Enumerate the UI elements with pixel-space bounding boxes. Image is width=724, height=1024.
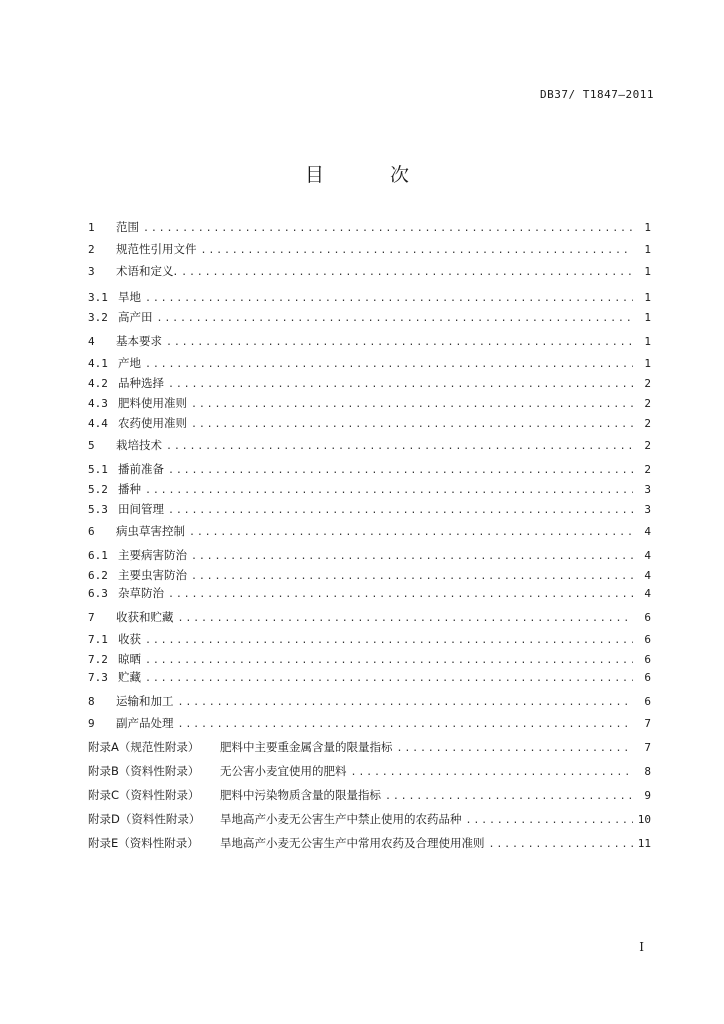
toc-entry-page: 9 bbox=[644, 789, 651, 802]
toc-entry-number: 6.3 bbox=[88, 587, 108, 600]
toc-dot-leader bbox=[168, 502, 633, 520]
toc-entry-title: 术语和定义. bbox=[116, 264, 178, 278]
toc-entry-number: 2 bbox=[88, 243, 95, 256]
toc-entry-title: 贮藏 bbox=[118, 670, 141, 684]
toc-dot-leader bbox=[178, 694, 634, 712]
toc-entry-page: 6 bbox=[644, 633, 651, 646]
toc-entry-page: 3 bbox=[644, 483, 651, 496]
toc-entry-number: 附录E（资料性附录） bbox=[88, 836, 199, 850]
toc-entry-number: 附录D（资料性附录） bbox=[88, 812, 201, 826]
toc-dot-leader bbox=[191, 548, 633, 566]
toc-entry-page: 4 bbox=[644, 549, 651, 562]
toc-entry-title: 肥料使用准则 bbox=[118, 396, 187, 410]
toc-entry-title: 田间管理 bbox=[118, 502, 164, 516]
toc-entry-number: 6.1 bbox=[88, 549, 108, 562]
toc-entry-page: 4 bbox=[644, 569, 651, 582]
toc-entry-title: 农药使用准则 bbox=[118, 416, 187, 430]
toc-entry[interactable] bbox=[88, 522, 651, 540]
toc-entry-page: 4 bbox=[644, 525, 651, 538]
toc-entry-number: 4.1 bbox=[88, 357, 108, 370]
toc-entry-title: 旱地高产小麦无公害生产中常用农药及合理使用准则 bbox=[220, 836, 485, 850]
toc-entry-number: 8 bbox=[88, 695, 95, 708]
toc-entry-title: 杂草防治 bbox=[118, 586, 164, 600]
document-code: DB37/ T1847—2011 bbox=[540, 88, 654, 101]
toc-entry-number: 3 bbox=[88, 265, 95, 278]
toc-dot-leader bbox=[201, 242, 634, 260]
toc-entry-number: 5 bbox=[88, 439, 95, 452]
toc-entry-title: 规范性引用文件 bbox=[116, 242, 197, 256]
toc-entry[interactable] bbox=[88, 546, 651, 564]
toc-entry-page: 2 bbox=[644, 417, 651, 430]
toc-entry[interactable] bbox=[88, 354, 651, 372]
toc-entry-title: 主要虫害防治 bbox=[118, 568, 187, 582]
toc-entry-title: 收获 bbox=[118, 632, 141, 646]
toc-entry-number: 6.2 bbox=[88, 569, 108, 582]
toc-entry[interactable] bbox=[88, 608, 651, 626]
toc-entry-page: 1 bbox=[644, 265, 651, 278]
toc-entry-number: 9 bbox=[88, 717, 95, 730]
toc-entry-title: 无公害小麦宜使用的肥料 bbox=[220, 764, 347, 778]
toc-dot-leader bbox=[168, 376, 633, 394]
toc-entry-number: 7.3 bbox=[88, 671, 108, 684]
toc-entry-number: 附录A（规范性附录） bbox=[88, 740, 200, 754]
toc-entry-page: 2 bbox=[644, 377, 651, 390]
toc-entry[interactable] bbox=[88, 414, 651, 432]
toc-entry-title: 播种 bbox=[118, 482, 141, 496]
toc-entry-page: 8 bbox=[644, 765, 651, 778]
toc-entry[interactable] bbox=[88, 584, 651, 602]
toc-entry-page: 1 bbox=[644, 221, 651, 234]
toc-entry-page: 2 bbox=[644, 463, 651, 476]
toc-entry[interactable] bbox=[88, 668, 651, 686]
toc-entry-page: 1 bbox=[644, 243, 651, 256]
toc-dot-leader bbox=[166, 334, 633, 352]
toc-entry[interactable] bbox=[88, 738, 651, 756]
toc-entry[interactable] bbox=[88, 480, 651, 498]
toc-dot-leader bbox=[397, 740, 634, 758]
toc-entry-number: 5.3 bbox=[88, 503, 108, 516]
toc-entry-title: 产地 bbox=[118, 356, 141, 370]
toc-entry-title: 高产田 bbox=[118, 310, 153, 324]
toc-entry-number: 6 bbox=[88, 525, 95, 538]
toc-entry-number: 3.1 bbox=[88, 291, 108, 304]
toc-entry-title: 范围 bbox=[116, 220, 139, 234]
toc-entry-page: 6 bbox=[644, 671, 651, 684]
toc-entry-page: 6 bbox=[644, 695, 651, 708]
toc-entry-page: 4 bbox=[644, 587, 651, 600]
page-title: 目 次 bbox=[304, 164, 440, 186]
toc-entry[interactable] bbox=[88, 834, 651, 852]
toc-entry-title: 晾晒 bbox=[118, 652, 141, 666]
footer-page-number: I bbox=[639, 940, 644, 954]
toc-entry-page: 2 bbox=[644, 439, 651, 452]
toc-entry[interactable] bbox=[88, 650, 651, 668]
toc-entry-number: 附录C（资料性附录） bbox=[88, 788, 200, 802]
toc-dot-leader bbox=[145, 290, 633, 308]
toc-entry[interactable] bbox=[88, 218, 651, 236]
toc-dot-leader bbox=[385, 788, 633, 806]
toc-entry[interactable] bbox=[88, 240, 651, 258]
toc-entry-title: 副产品处理 bbox=[116, 716, 174, 730]
toc-entry-page: 1 bbox=[644, 291, 651, 304]
toc-entry-page: 3 bbox=[644, 503, 651, 516]
toc-entry[interactable] bbox=[88, 630, 651, 648]
toc-entry-title: 收获和贮藏 bbox=[116, 610, 174, 624]
toc-dot-leader bbox=[145, 356, 633, 374]
toc-entry-page: 1 bbox=[644, 357, 651, 370]
toc-entry-number: 4.3 bbox=[88, 397, 108, 410]
toc-entry[interactable] bbox=[88, 500, 651, 518]
toc-dot-leader bbox=[181, 264, 633, 282]
toc-dot-leader bbox=[189, 524, 633, 542]
toc-entry-title: 品种选择 bbox=[118, 376, 164, 390]
toc-entry[interactable] bbox=[88, 692, 651, 710]
toc-entry-title: 运输和加工 bbox=[116, 694, 174, 708]
toc-entry-title: 病虫草害控制 bbox=[116, 524, 185, 538]
toc-entry-title: 基本要求 bbox=[116, 334, 162, 348]
toc-entry-number: 7 bbox=[88, 611, 95, 624]
toc-dot-leader bbox=[178, 610, 634, 628]
toc-entry-number: 7.1 bbox=[88, 633, 108, 646]
toc-entry[interactable] bbox=[88, 332, 651, 350]
toc-entry[interactable] bbox=[88, 786, 651, 804]
toc-dot-leader bbox=[178, 716, 634, 734]
toc-entry-number: 1 bbox=[88, 221, 95, 234]
toc-entry-title: 旱地高产小麦无公害生产中禁止使用的农药品种 bbox=[220, 812, 462, 826]
toc-entry[interactable] bbox=[88, 566, 651, 584]
toc-dot-leader bbox=[168, 462, 633, 480]
toc-entry[interactable] bbox=[88, 288, 651, 306]
toc-dot-leader bbox=[191, 396, 633, 414]
toc-dot-leader bbox=[145, 670, 633, 688]
toc-dot-leader bbox=[466, 812, 634, 830]
toc-entry-page: 7 bbox=[644, 717, 651, 730]
toc-dot-leader bbox=[157, 310, 634, 328]
toc-entry-number: 4.4 bbox=[88, 417, 108, 430]
toc-dot-leader bbox=[489, 836, 634, 854]
toc-dot-leader bbox=[143, 220, 633, 238]
toc-entry[interactable] bbox=[88, 262, 651, 280]
toc-entry[interactable] bbox=[88, 762, 651, 780]
toc-entry-page: 10 bbox=[637, 813, 651, 826]
toc-entry-number: 5.1 bbox=[88, 463, 108, 476]
toc-dot-leader bbox=[166, 438, 633, 456]
toc-entry-page: 1 bbox=[644, 335, 651, 348]
toc-entry-title: 旱地 bbox=[118, 290, 141, 304]
toc-entry[interactable] bbox=[88, 394, 651, 412]
toc-entry-page: 2 bbox=[644, 397, 651, 410]
toc-entry-title: 肥料中污染物质含量的限量指标 bbox=[220, 788, 381, 802]
toc-entry-number: 附录B（资料性附录） bbox=[88, 764, 200, 778]
toc-dot-leader bbox=[145, 632, 633, 650]
toc-entry-number: 7.2 bbox=[88, 653, 108, 666]
toc-entry-number: 3.2 bbox=[88, 311, 108, 324]
toc-dot-leader bbox=[351, 764, 634, 782]
toc-entry-title: 栽培技术 bbox=[116, 438, 162, 452]
toc-entry-title: 播前准备 bbox=[118, 462, 164, 476]
toc-entry[interactable] bbox=[88, 460, 651, 478]
toc-dot-leader bbox=[145, 482, 633, 500]
toc-entry-number: 4.2 bbox=[88, 377, 108, 390]
toc-entry[interactable] bbox=[88, 374, 651, 392]
toc-entry[interactable] bbox=[88, 714, 651, 732]
toc-entry[interactable] bbox=[88, 810, 651, 828]
toc-dot-leader bbox=[191, 416, 633, 434]
toc-entry-page: 11 bbox=[637, 837, 651, 850]
toc-entry[interactable] bbox=[88, 308, 651, 326]
toc-entry-page: 7 bbox=[644, 741, 651, 754]
toc-entry-page: 6 bbox=[644, 653, 651, 666]
toc-entry-number: 5.2 bbox=[88, 483, 108, 496]
toc-entry[interactable] bbox=[88, 436, 651, 454]
toc-dot-leader bbox=[168, 586, 633, 604]
toc-entry-number: 4 bbox=[88, 335, 95, 348]
toc-entry-title: 肥料中主要重金属含量的限量指标 bbox=[220, 740, 393, 754]
toc-entry-title: 主要病害防治 bbox=[118, 548, 187, 562]
toc-entry-page: 1 bbox=[644, 311, 651, 324]
toc-entry-page: 6 bbox=[644, 611, 651, 624]
